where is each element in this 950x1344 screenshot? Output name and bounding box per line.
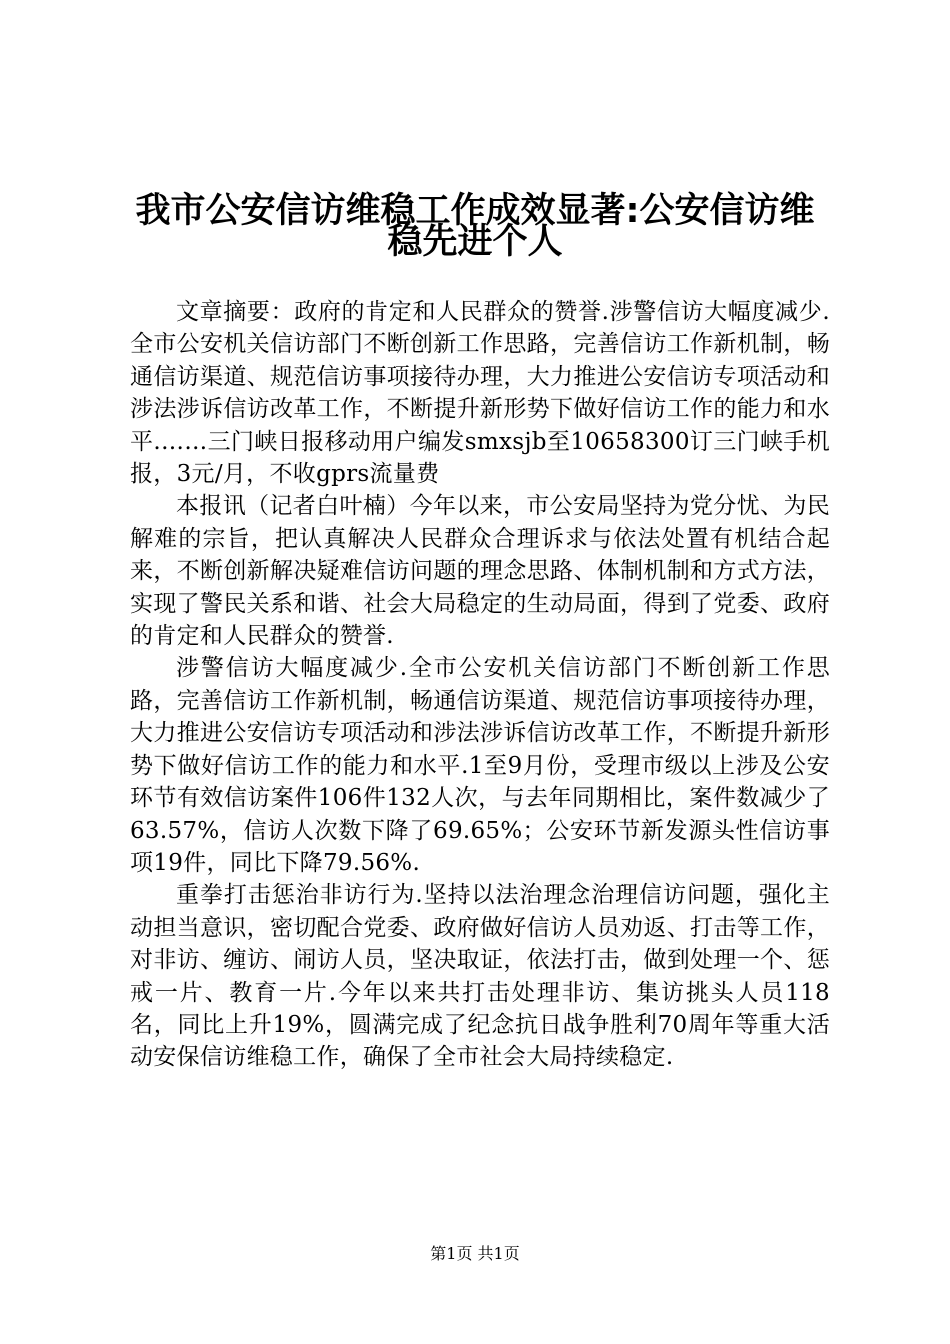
- abstract-paragraph: 文章摘要：政府的肯定和人民群众的赞誉.涉警信访大幅度减少.全市公安机关信访部门不断创新工作思路，完善信访工作新机制，畅通信访渠道、规范信访事项接待办理，大力推进公安信访专项活动和涉法涉诉信访改革工作，不断提升新形势下做好信访工作的能力和水平.……三门峡日报移动用户编发smxsjb至10658300订三门峡手机报，3元/月，不收gprs流量费: [130, 299, 830, 488]
- document-title-line-1: 我市公安信访维稳工作成效显著:公安信访维: [135, 191, 815, 231]
- page-number-footer: 第1页 共1页: [430, 1244, 520, 1263]
- document-body: [130, 296, 830, 1074]
- crackdown-paragraph: 重拳打击惩治非访行为.坚持以法治理念治理信访问题，强化主动担当意识，密切配合党委、政府做好信访人员劝返、打击等工作，对非访、缠访、闹访人员，坚决取证，依法打击，做到处理一个、惩戒一片、教育一片.今年以来共打击处理非访、集访挑头人员118名，同比上升19%，圆满完成了纪念抗日战争胜利70周年等重大活动安保信访维稳工作，确保了全市社会大局持续稳定.: [130, 882, 830, 1071]
- intro-paragraph: 本报讯（记者白叶楠）今年以来，市公安局坚持为党分忧、为民解难的宗旨，把认真解决人民群众合理诉求与依法处置有机结合起来，不断创新解决疑难信访问题的理念思路、体制机制和方式方法，实现了警民关系和谐、社会大局稳定的生动局面，得到了党委、政府的肯定和人民群众的赞誉.: [130, 493, 830, 650]
- document-title-line-2: 稳先进个人: [387, 222, 563, 262]
- petition-reduction-paragraph: 涉警信访大幅度减少.全市公安机关信访部门不断创新工作思路，完善信访工作新机制，畅通信访渠道、规范信访事项接待办理，大力推进公安信访专项活动和涉法涉诉信访改革工作，不断提升新形势下做好信访工作的能力和水平.1至9月份，受理市级以上涉及公安环节有效信访案件106件132人次，与去年同期相比，案件数减少了63.57%，信访人次数下降了69.65%；公安环节新发源头性信访事项19件，同比下降79.56%.: [130, 655, 830, 876]
